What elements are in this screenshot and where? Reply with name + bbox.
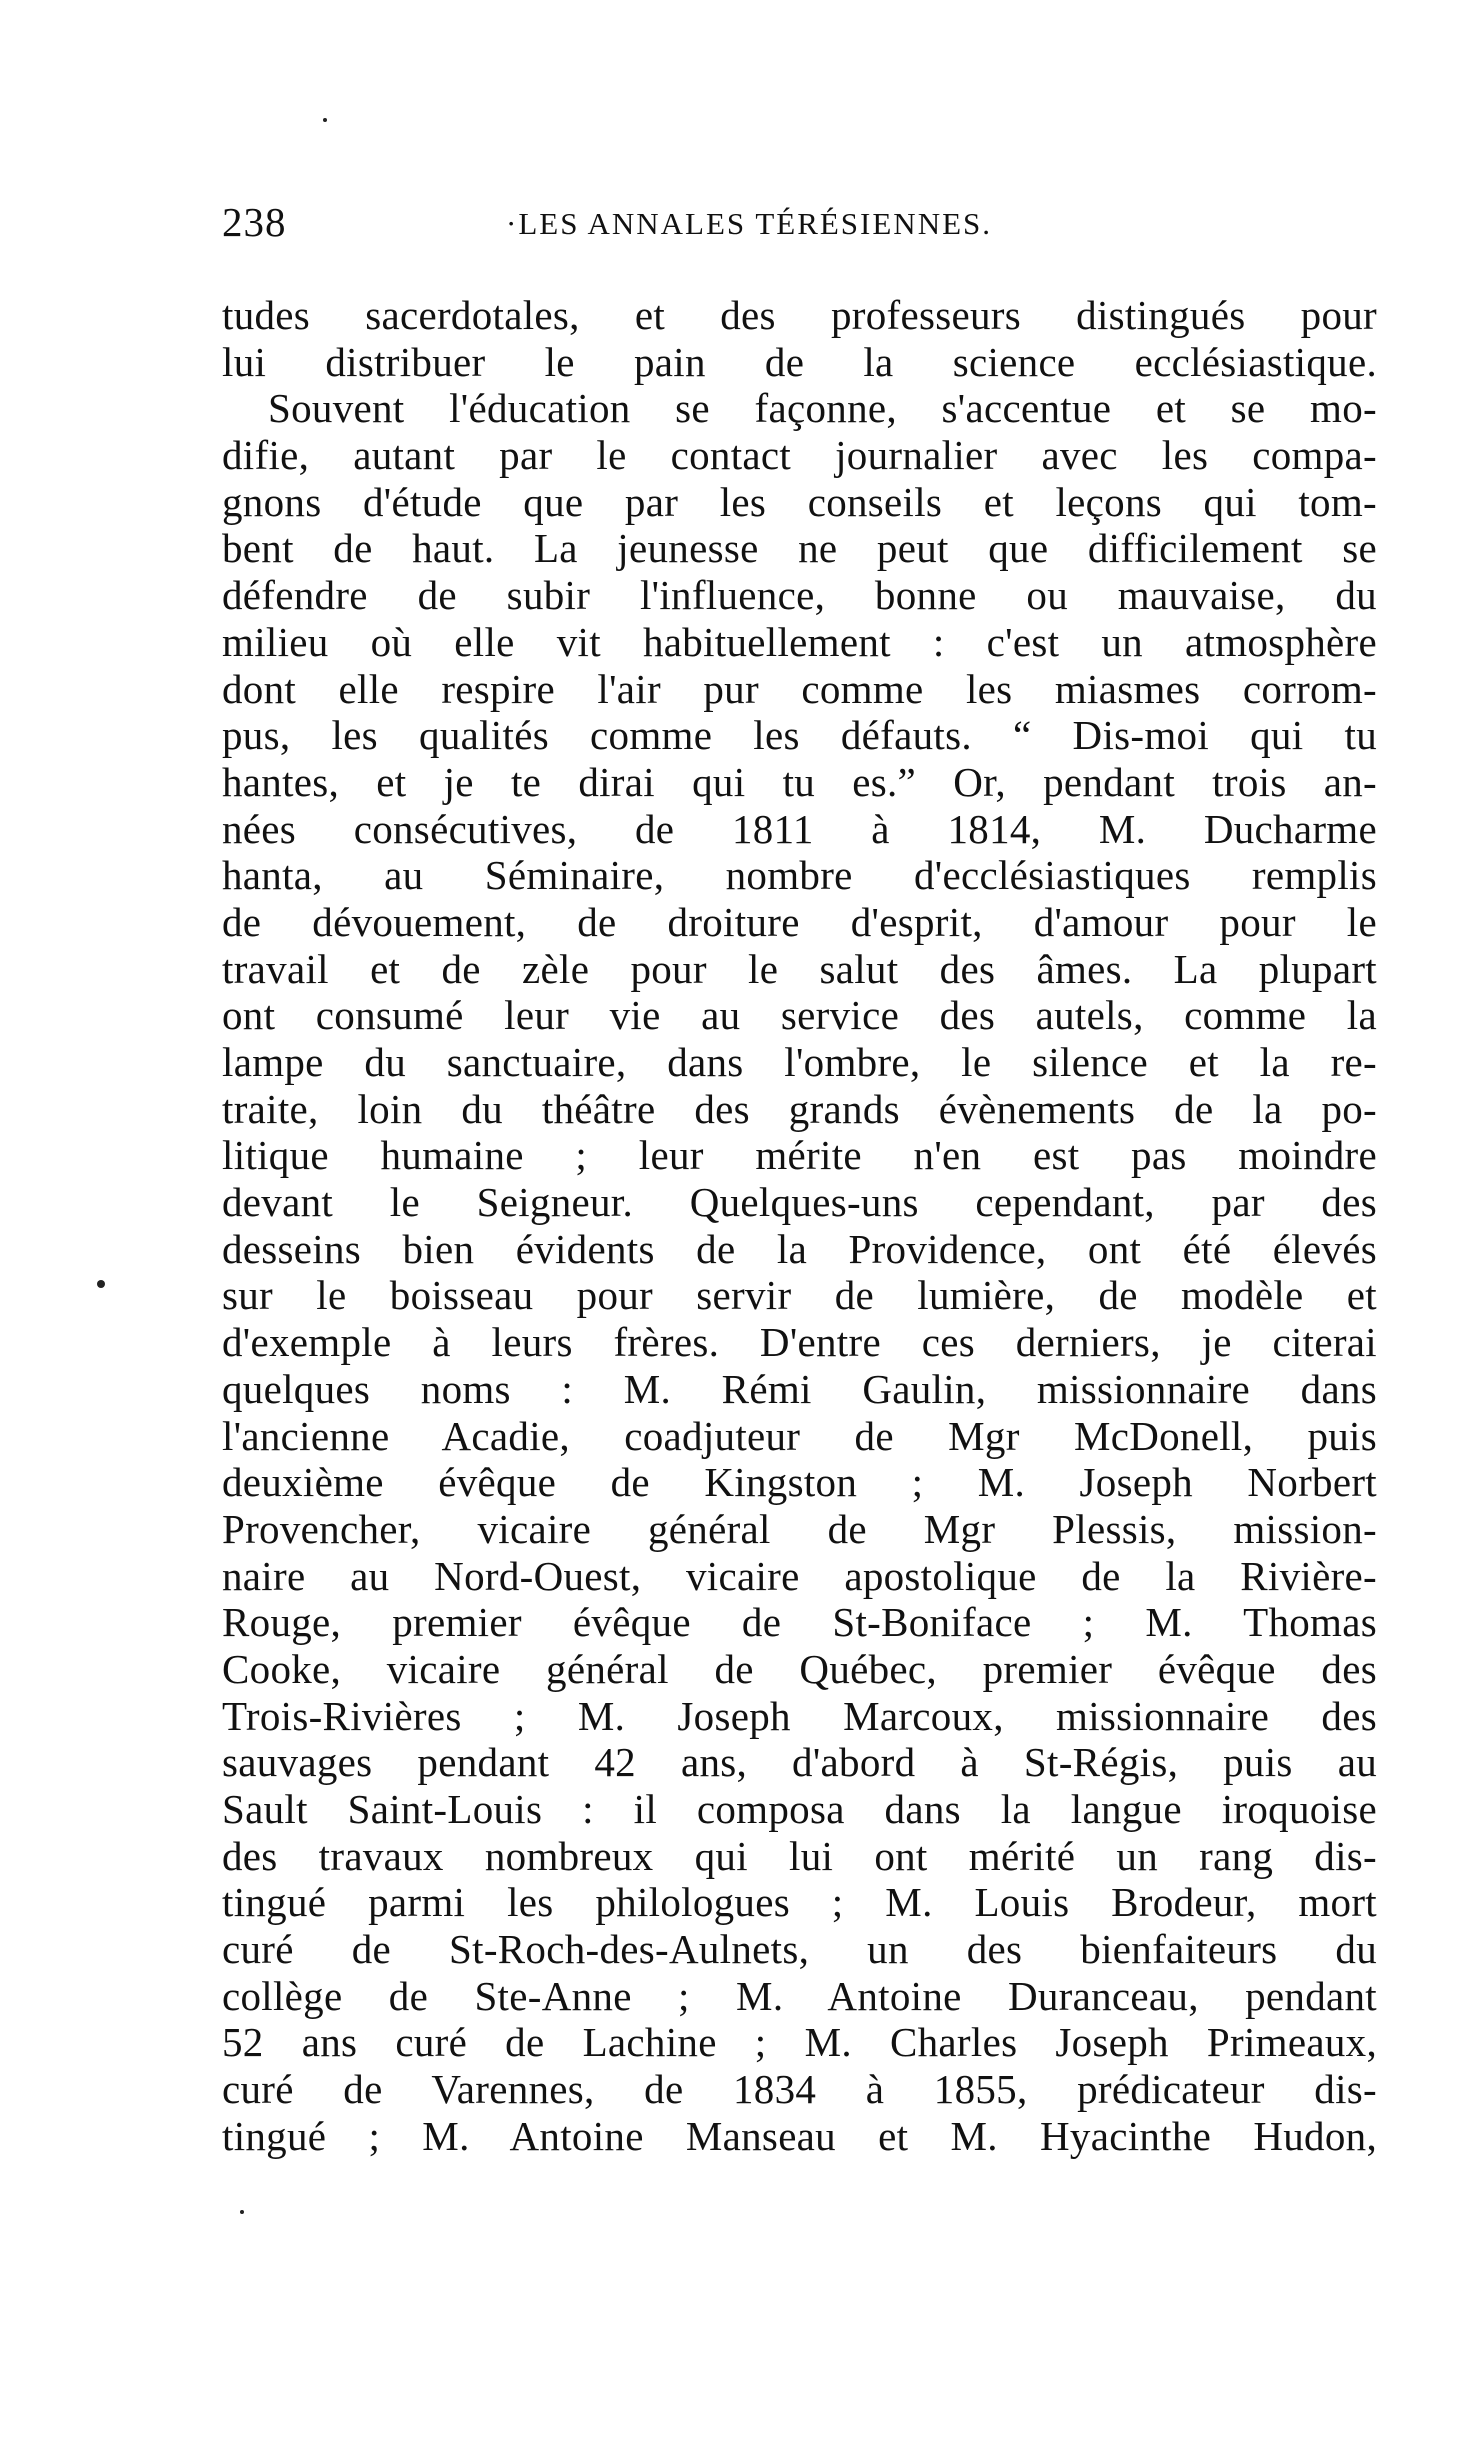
text-line: Souvent l'éducation se façonne, s'accentue et se mo- xyxy=(268,385,1377,432)
text-line: des travaux nombreux qui lui ont mérité un rang dis- xyxy=(222,1832,1377,1879)
text-line: hantes, et je te dirai qui tu es.” Or, pendant trois an- xyxy=(222,758,1377,805)
text-line: dont elle respire l'air pur comme les miasmes corrom- xyxy=(222,665,1377,712)
speck-mark xyxy=(240,2210,244,2214)
text-line: d'exemple à leurs frères. D'entre ces derniers, je citerai xyxy=(222,1319,1377,1366)
text-line: naire au Nord-Ouest, vicaire apostolique de la Rivière- xyxy=(222,1552,1377,1599)
text-line: quelques noms : M. Rémi Gaulin, missionnaire dans xyxy=(222,1365,1377,1412)
text-line: Rouge, premier évêque de St-Boniface ; M. Thomas xyxy=(222,1599,1377,1646)
text-line: litique humaine ; leur mérite n'en est pas moindre xyxy=(222,1132,1377,1179)
page-number: 238 xyxy=(222,199,287,245)
text-line: traite, loin du théâtre des grands évènements de la po- xyxy=(222,1085,1377,1132)
text-line: difie, autant par le contact journalier avec les compa- xyxy=(222,432,1377,479)
text-line: gnons d'étude que par les conseils et leçons qui tom- xyxy=(222,478,1377,525)
text-line: lampe du sanctuaire, dans l'ombre, le silence et la re- xyxy=(222,1039,1377,1085)
text-line: Provencher, vicaire général de Mgr Plessis, mission- xyxy=(222,1505,1377,1552)
bullet-mark xyxy=(97,1280,105,1288)
text-line: défendre de subir l'influence, bonne ou mauvaise, du xyxy=(222,572,1377,619)
text-line: pus, les qualités comme les défauts. “ Dis-moi qui tu xyxy=(222,712,1377,759)
text-line: desseins bien évidents de la Providence, ont été élevés xyxy=(222,1225,1377,1272)
text-line: curé de St-Roch-des-Aulnets, un des bienfaiteurs du xyxy=(222,1926,1377,1973)
running-head: ·LES ANNALES TÉRÉSIENNES. xyxy=(506,206,993,241)
speck-mark xyxy=(323,118,327,122)
text-line: bent de haut. La jeunesse ne peut que difficilement se xyxy=(222,525,1377,572)
text-line: lui distribuer le pain de la science ecclésiastique. xyxy=(222,338,1377,385)
text-line: tingué ; M. Antoine Manseau et M. Hyacinthe Hudon, xyxy=(222,2112,1377,2159)
text-line: collège de Ste-Anne ; M. Antoine Duranceau, pendant xyxy=(222,1972,1377,2019)
text-line: l'ancienne Acadie, coadjuteur de Mgr McDonell, puis xyxy=(222,1412,1377,1459)
text-line: Trois-Rivières ; M. Joseph Marcoux, missionnaire des xyxy=(222,1692,1377,1739)
text-line: de dévouement, de droiture d'esprit, d'amour pour le xyxy=(222,898,1377,945)
text-line: curé de Varennes, de 1834 à 1855, prédicateur dis- xyxy=(222,2066,1377,2113)
text-line: devant le Seigneur. Quelques-uns cependant, par des xyxy=(222,1179,1377,1226)
text-line: 52 ans curé de Lachine ; M. Charles Joseph Primeaux, xyxy=(222,2019,1377,2066)
text-line: hanta, au Séminaire, nombre d'ecclésiastiques remplis xyxy=(222,852,1377,899)
text-line: deuxième évêque de Kingston ; M. Joseph Norbert xyxy=(222,1459,1377,1506)
text-line: Cooke, vicaire général de Québec, premier évêque des xyxy=(222,1645,1377,1692)
text-line: travail et de zèle pour le salut des âmes. La plupart xyxy=(222,945,1377,992)
body-text xyxy=(222,292,1377,2160)
text-line: Sault Saint-Louis : il composa dans la langue iroquoise xyxy=(222,1786,1377,1832)
text-line: nées consécutives, de 1811 à 1814, M. Ducharme xyxy=(222,805,1377,852)
text-line: sauvages pendant 42 ans, d'abord à St-Régis, puis au xyxy=(222,1739,1377,1786)
text-line: ont consumé leur vie au service des autels, comme la xyxy=(222,992,1377,1039)
text-line: tudes sacerdotales, et des professeurs distingués pour xyxy=(222,292,1377,338)
text-line: tingué parmi les philologues ; M. Louis Brodeur, mort xyxy=(222,1879,1377,1926)
text-line: milieu où elle vit habituellement : c'est un atmosphère xyxy=(222,618,1377,665)
page-header xyxy=(222,198,1392,258)
text-line: sur le boisseau pour servir de lumière, de modèle et xyxy=(222,1272,1377,1319)
